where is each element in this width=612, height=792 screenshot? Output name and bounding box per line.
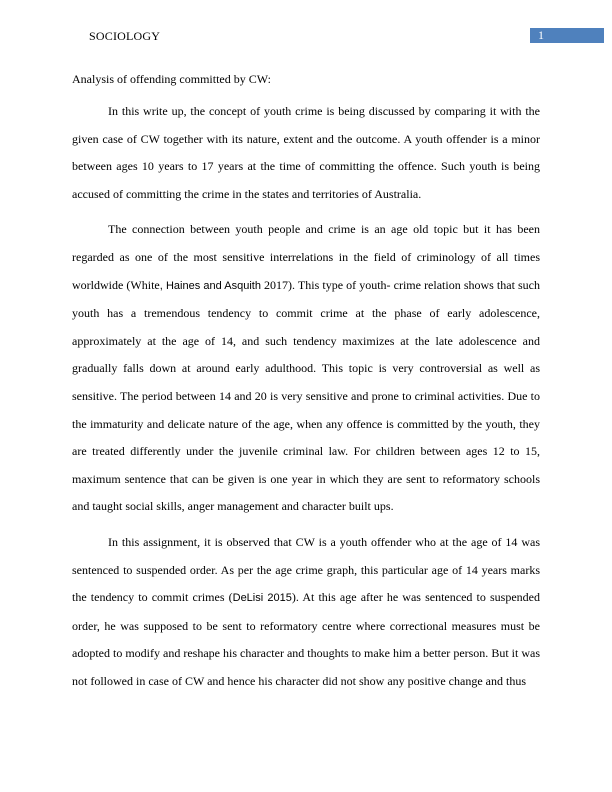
page-number: 1	[538, 28, 544, 42]
citation: DeLisi 2015	[232, 592, 292, 605]
paragraph-text: In this assignment, it is observed that CW is a youth offender who at the age of 14 was sentenced to suspended order. As per the age crime graph, this particular age of 14 years marks the tendency to commit crimes (	[72, 534, 540, 605]
section-heading: Analysis of offending committed by CW:	[72, 72, 271, 86]
paragraph-text: 2017). This type of youth- crime relation shows that such youth has a tremendous tendency to commit crime at the phase of early adolescence, approximately at the age of 14, and such tendency maximizes at the late adolescence and gradually falls down at around early adulthood. This topic is very controversial as well as sensitive. The period between 14 and 20 is very sensitive and prone to criminal activities. Due to the immaturity and delicate nature of the age, when any offence is committed by the youth, they are treated differently under the juvenile criminal law. For children between ages 12 to 15, maximum sentence that can be given is one year in which they are sent to reformatory schools and taught social skills, anger management and character built ups.	[72, 277, 541, 514]
page-number-box	[530, 28, 604, 43]
paragraph-text: ). At this age after he was sentenced to suspended order, he was supposed to be sent to reformatory centre where correctional measures must be adopted to modify and reshape his character and thoughts to make him a better person. But it was not followed in case of CW and hence his character did not show any positive change and thus	[72, 590, 540, 688]
paragraph-3	[72, 529, 540, 696]
running-header-title: SOCIOLOGY	[89, 29, 161, 43]
paragraph-text: The connection between youth people and crime is an age old topic but it has been regarded as one of the most sensitive interrelations in the field of criminology of all times worldwide (White	[72, 222, 540, 292]
document-body	[72, 70, 540, 703]
citation: , Haines and Asquith	[159, 279, 261, 292]
paragraph-2	[72, 216, 540, 521]
paragraph-text: In this write up, the concept of youth crime is being discussed by comparing it with the given case of CW together with its nature, extent and the outcome. A youth offender is a minor between ages 10 years to 17 years at the time of committing the offence. Such youth is being accused of committing the crime in the states and territories of Australia.	[72, 104, 540, 201]
paragraph-1	[72, 98, 540, 208]
